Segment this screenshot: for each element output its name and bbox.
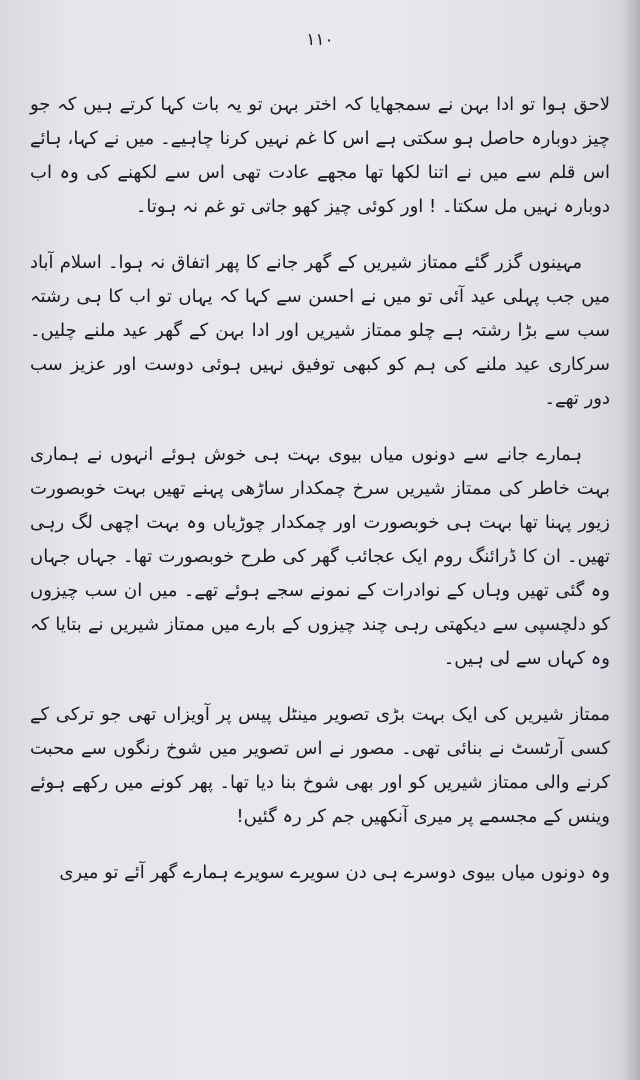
paragraph-1: لاحق ہوا تو ادا بہن نے سمجھایا کہ اختر بہن تو یہ بات کہا کرتے ہیں کہ جو چیز دوبارہ حاصل ہو سکتی ہے اس کا غم نہیں کرنا چاہیے۔ میں نے کہا، ہائے اس قلم سے میں نے اتنا لکھا تھا مجھے عادت تھی اس سے لکھنے کی وہ اب دوبارہ نہیں مل سکتا۔ ! اور کوئی چیز کھو جاتی تو غم نہ ہوتا۔ (30, 94, 610, 217)
page-body-text (30, 88, 610, 912)
page-edge-shadow (622, 0, 640, 1080)
paragraph-3: ہمارے جانے سے دونوں میاں بیوی بہت ہی خوش ہوئے انہوں نے ہماری بہت خاطر کی ممتاز شیریں سرخ چمکدار ساڑھی پہنے تھیں بہت خوبصورت زیور پہنا تھا بہت ہی خوبصورت اور چمکدار چوڑیاں وہ بہت اچھی لگ رہی تھیں۔ ان کا ڈرائنگ روم ایک عجائب گھر کی طرح خوبصورت تھا۔ جہاں جہاں وہ گئی تھیں وہاں کے نوادرات کے نمونے سجے ہوئے تھے۔ میں ان سب چیزوں کو دلچسپی سے دیکھتی رہی چند چیزوں کے بارے میں ممتاز شیریں نے بتایا کہ وہ کہاں سے لی ہیں۔ (30, 444, 610, 669)
paragraph-4: ممتاز شیریں کی ایک بہت بڑی تصویر مینٹل پیس پر آویزاں تھی جو ترکی کے کسی آرٹسٹ نے بنائی تھی۔ مصور نے اس تصویر میں شوخ رنگوں سے محبت کرنے والی ممتاز شیریں کو اور بھی شوخ بنا دیا تھا۔ پھر کونے میں رکھے ہوئے وینس کے مجسمے پر میری آنکھیں جم کر رہ گئیں! (30, 704, 610, 827)
page-number: ۱۱۰ (306, 30, 334, 50)
paragraph-2: مہینوں گزر گئے ممتاز شیریں کے گھر جانے کا پھر اتفاق نہ ہوا۔ اسلام آباد میں جب پہلی عید آئی تو میں نے احسن سے کہا کہ یہاں تو اب کا ہی رشتہ سب سے بڑا رشتہ ہے چلو ممتاز شیریں اور ادا بہن کے گھر عید ملنے چلیں۔ سرکاری عید ملنے کی ہم کو کبھی توفیق نہیں ہوئی دوست اور عزیز سب دور تھے۔ (30, 252, 610, 409)
paragraph-5: وہ دونوں میاں بیوی دوسرے ہی دن سویرے سویرے ہمارے گھر آئے تو میری (59, 862, 610, 883)
